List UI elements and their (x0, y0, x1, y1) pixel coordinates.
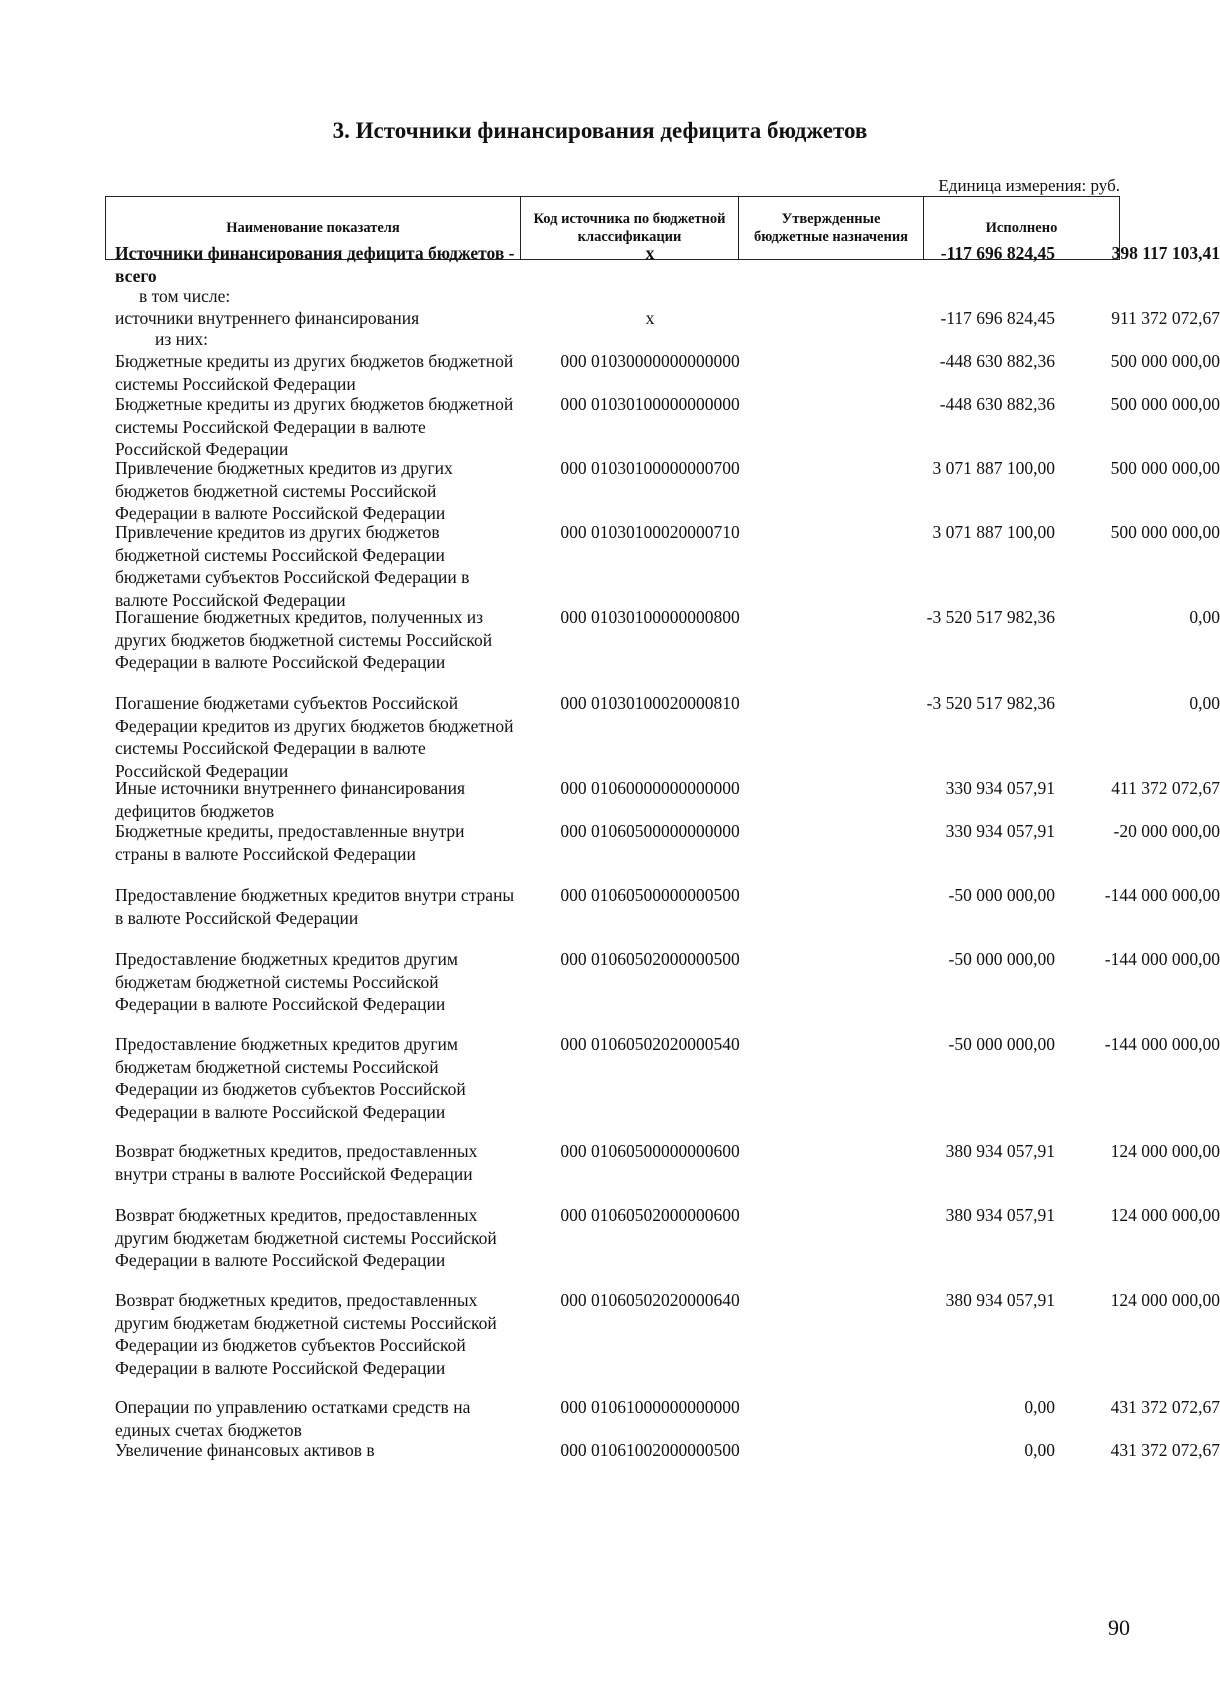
row-code: 000 01030100000000000 (560, 394, 740, 414)
row-approved: 3 071 887 100,00 (932, 458, 1055, 478)
unit-label: Единица измерения: руб. (938, 176, 1120, 195)
row-name: Бюджетные кредиты, предоставленные внутри страны в валюте Российской Федерации (115, 821, 465, 864)
row-approved: -117 696 824,45 (940, 308, 1055, 328)
row-code: 000 01030100000000700 (560, 458, 740, 478)
row-name: Источники финансирования дефицита бюджетов - всего (115, 243, 515, 286)
row-name: из них: (155, 329, 208, 349)
row-name: Привлечение кредитов из других бюджетов бюджетной системы Российской Федерации бюджетами субъектов Российской Федерации в валюте Российской Федерации (115, 522, 470, 610)
row-code: 000 01030100020000710 (560, 522, 740, 542)
row-approved: 0,00 (1024, 1397, 1055, 1417)
row-code: 000 01060502000000500 (560, 949, 740, 969)
row-approved: -50 000 000,00 (948, 949, 1055, 969)
row-executed: -144 000 000,00 (1104, 885, 1220, 905)
row-code: 000 01061002000000500 (560, 1440, 740, 1460)
row-name: Операции по управлению остатками средств на единых счетах бюджетов (115, 1397, 471, 1440)
row-approved: 330 934 057,91 (945, 778, 1055, 798)
row-executed: -20 000 000,00 (1113, 821, 1220, 841)
row-name: Привлечение бюджетных кредитов из других бюджетов бюджетной системы Российской Федерации в валюте Российской Федерации (115, 458, 453, 524)
row-approved: 380 934 057,91 (945, 1205, 1055, 1225)
row-name: Иные источники внутреннего финансирования дефицитов бюджетов (115, 778, 466, 821)
page-number: 90 (1108, 1615, 1130, 1640)
row-code: 000 01030000000000000 (560, 351, 740, 371)
row-approved: -117 696 824,45 (940, 243, 1055, 263)
row-approved: 380 934 057,91 (945, 1290, 1055, 1310)
row-code: 000 01060500000000000 (560, 821, 740, 841)
row-approved: 3 071 887 100,00 (932, 522, 1055, 542)
row-executed: 124 000 000,00 (1110, 1290, 1220, 1310)
header-approved: Утвержденные бюджетные назначения (738, 197, 923, 259)
row-code: 000 01060000000000000 (560, 778, 740, 798)
row-executed: 500 000 000,00 (1110, 351, 1220, 371)
row-executed: 500 000 000,00 (1110, 522, 1220, 542)
row-executed: 911 372 072,67 (1111, 308, 1220, 328)
page-title: 3. Источники финансирования дефицита бюджетов (332, 118, 868, 143)
row-name: Возврат бюджетных кредитов, предоставленных другим бюджетам бюджетной системы Российской Федерации из бюджетов субъектов Российской Федерации в валюте Российской Федерации (115, 1290, 497, 1378)
row-executed: -144 000 000,00 (1104, 1034, 1220, 1054)
row-approved: -3 520 517 982,36 (926, 607, 1055, 627)
row-approved: -50 000 000,00 (948, 885, 1055, 905)
header-executed: Исполнено (923, 197, 1119, 259)
row-approved: -448 630 882,36 (939, 351, 1055, 371)
row-name: Предоставление бюджетных кредитов другим бюджетам бюджетной системы Российской Федерации из бюджетов субъектов Российской Федерации в валюте Российской Федерации (115, 1034, 466, 1122)
row-name: Возврат бюджетных кредитов, предоставленных другим бюджетам бюджетной системы Российской Федерации в валюте Российской Федерации (115, 1205, 497, 1271)
row-executed: 124 000 000,00 (1110, 1205, 1220, 1225)
row-approved: 0,00 (1024, 1440, 1055, 1460)
row-code: 000 01060500000000600 (560, 1141, 740, 1161)
header-code: Код источника по бюджетной классификации (520, 197, 738, 259)
row-executed: 0,00 (1189, 607, 1220, 627)
row-code: x (645, 243, 655, 263)
row-executed: 411 372 072,67 (1111, 778, 1220, 798)
row-name: источники внутреннего финансирования (115, 308, 420, 328)
row-code: 000 01060502000000600 (560, 1205, 740, 1225)
row-name: Бюджетные кредиты из других бюджетов бюджетной системы Российской Федерации (115, 351, 514, 394)
row-name: Предоставление бюджетных кредитов другим бюджетам бюджетной системы Российской Федерации в валюте Российской Федерации (115, 949, 458, 1015)
row-approved: 330 934 057,91 (945, 821, 1055, 841)
row-code: x (645, 308, 655, 328)
row-code: 000 01060502020000640 (560, 1290, 740, 1310)
row-name: Погашение бюджетами субъектов Российской Федерации кредитов из других бюджетов бюджетной системы Российской Федерации в валюте Российской Федерации (115, 693, 514, 781)
row-executed: 431 372 072,67 (1110, 1440, 1220, 1460)
row-executed: 398 117 103,41 (1111, 243, 1220, 263)
row-executed: 431 372 072,67 (1110, 1397, 1220, 1417)
row-approved: -50 000 000,00 (948, 1034, 1055, 1054)
row-executed: 0,00 (1189, 693, 1220, 713)
row-code: 000 01030100000000800 (560, 607, 740, 627)
row-approved: 380 934 057,91 (945, 1141, 1055, 1161)
row-code: 000 01060502020000540 (560, 1034, 740, 1054)
row-code: 000 01061000000000000 (560, 1397, 740, 1417)
row-executed: -144 000 000,00 (1104, 949, 1220, 969)
row-executed: 500 000 000,00 (1110, 458, 1220, 478)
row-code: 000 01060500000000500 (560, 885, 740, 905)
row-name: Предоставление бюджетных кредитов внутри страны в валюте Российской Федерации (115, 885, 515, 928)
row-approved: -3 520 517 982,36 (926, 693, 1055, 713)
row-name: в том числе: (139, 286, 231, 306)
row-name: Погашение бюджетных кредитов, полученных из других бюджетов бюджетной системы Российской Федерации в валюте Российской Федерации (115, 607, 493, 673)
header-name: Наименование показателя (226, 220, 400, 236)
row-name: Возврат бюджетных кредитов, предоставленных внутри страны в валюте Российской Федерации (115, 1141, 478, 1184)
row-executed: 124 000 000,00 (1110, 1141, 1220, 1161)
row-name: Увеличение финансовых активов в (115, 1440, 375, 1460)
row-code: 000 01030100020000810 (560, 693, 740, 713)
row-approved: -448 630 882,36 (939, 394, 1055, 414)
row-name: Бюджетные кредиты из других бюджетов бюджетной системы Российской Федерации в валюте Российской Федерации (115, 394, 514, 460)
row-executed: 500 000 000,00 (1110, 394, 1220, 414)
